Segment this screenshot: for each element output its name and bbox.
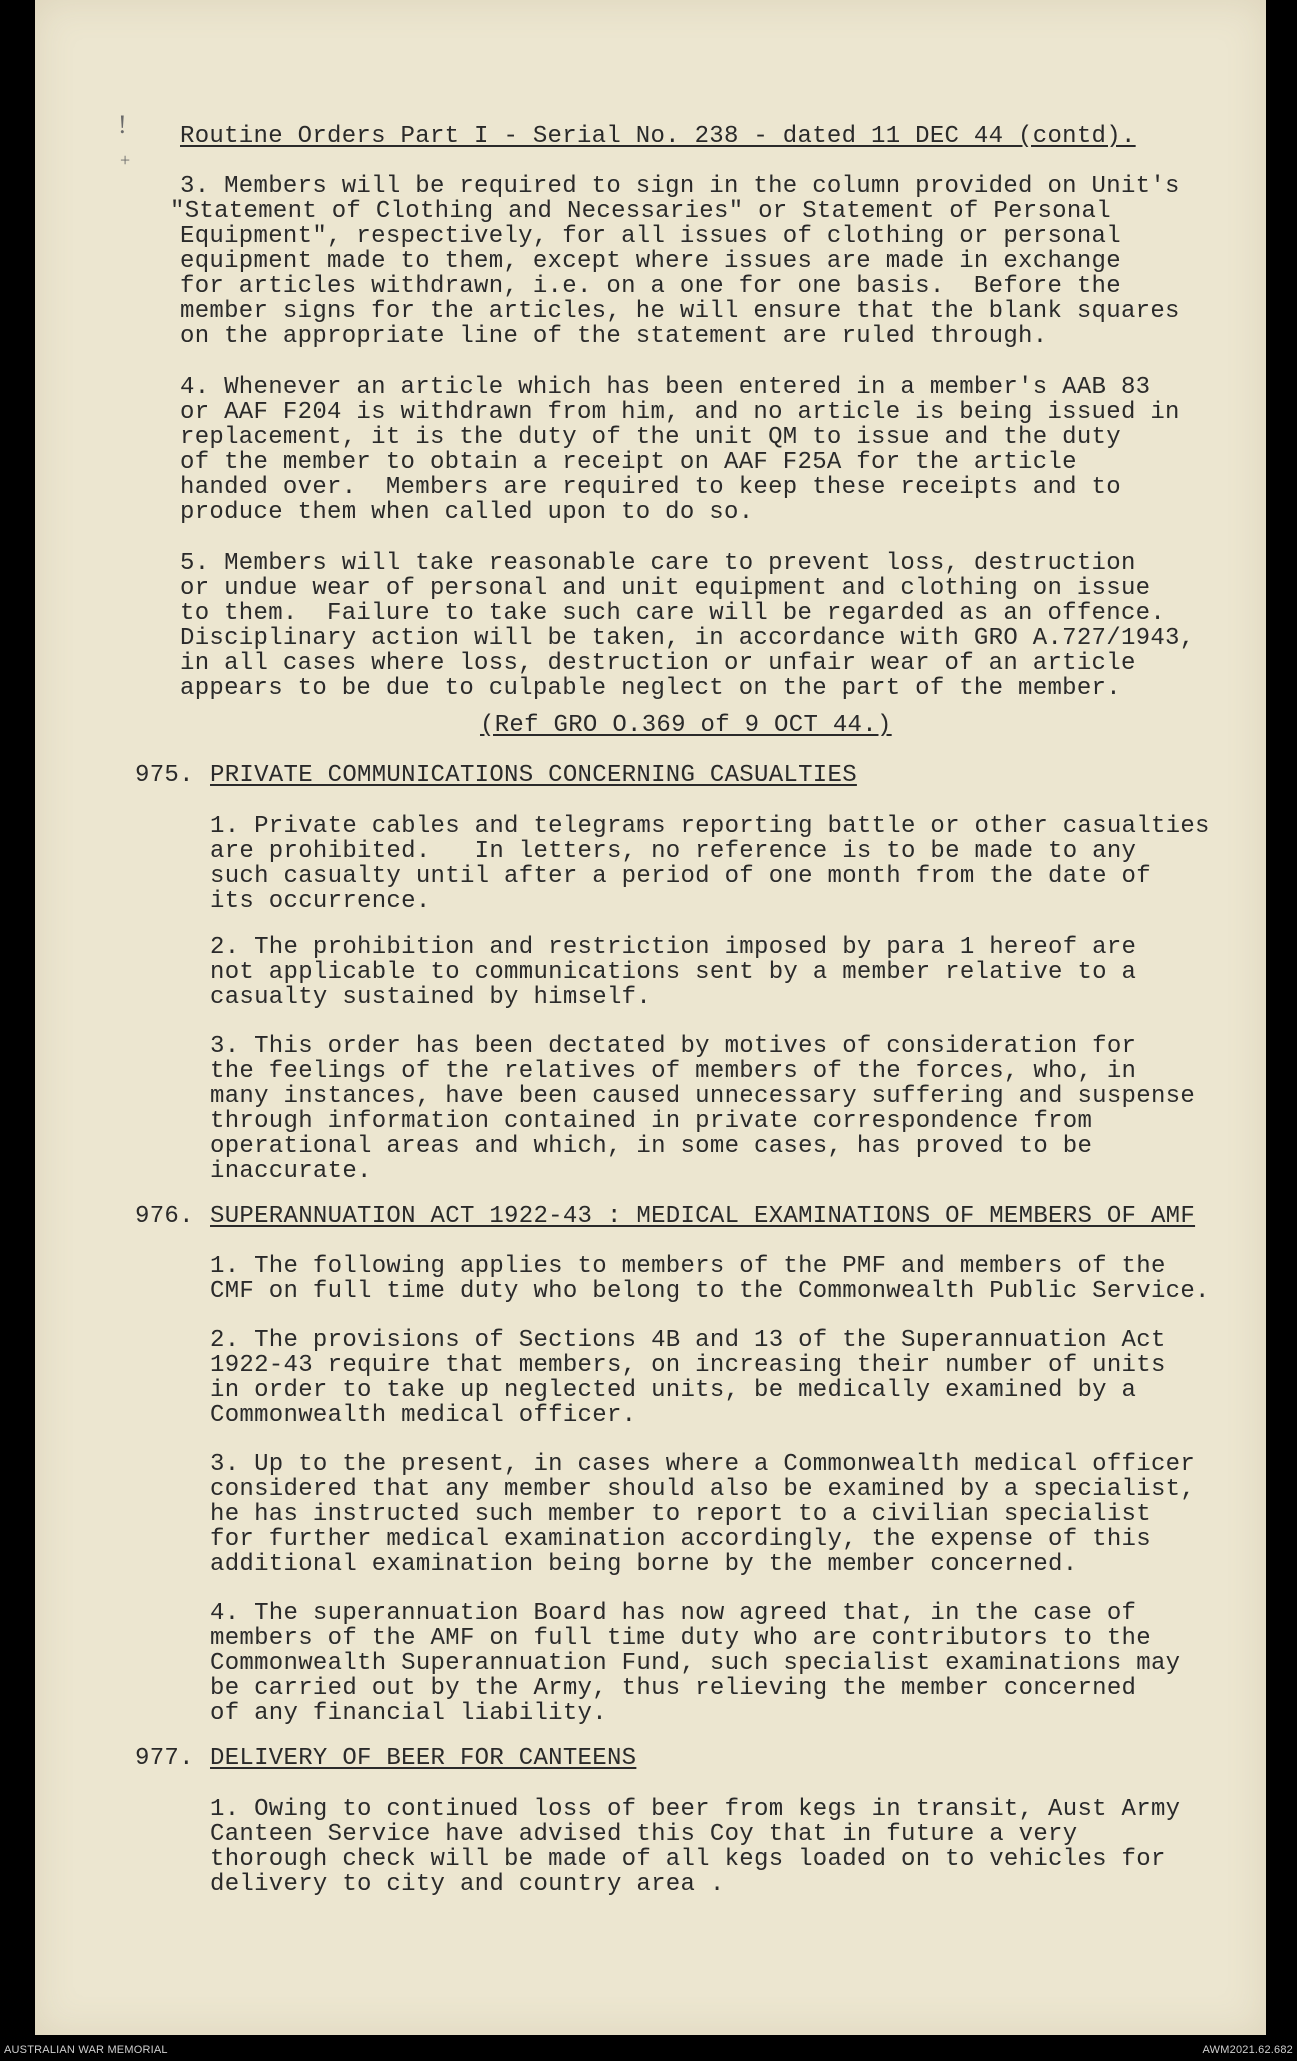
- text-line: in all cases where loss, destruction or unfair wear of an article: [180, 650, 1136, 677]
- text-line: members of the AMF on full time duty who are contributors to the: [210, 1625, 1151, 1652]
- text-line: the feelings of the relatives of members of the forces, who, in: [210, 1058, 1137, 1085]
- text-line: appears to be due to culpable neglect on the part of the member.: [180, 675, 1121, 702]
- text-line: 1. Private cables and telegrams reporting battle or other casualties: [210, 813, 1210, 840]
- text-line: 2. The prohibition and restriction imposed by para 1 hereof are: [210, 934, 1137, 961]
- page-header: Routine Orders Part I - Serial No. 238 - dated 11 DEC 44 (contd).: [180, 123, 1136, 150]
- text-line: of the member to obtain a receipt on AAF F25A for the article: [180, 449, 1077, 476]
- text-line: many instances, have been caused unnecessary suffering and suspense: [210, 1083, 1196, 1110]
- text-line: through information contained in private correspondence from: [210, 1108, 1093, 1135]
- text-line: inaccurate.: [210, 1158, 372, 1185]
- text-line: Commonwealth Superannuation Fund, such specialist examinations may: [210, 1650, 1181, 1677]
- text-line: such casualty until after a period of one month from the date of: [210, 863, 1151, 890]
- section-number: 976.: [135, 1203, 194, 1230]
- text-line: not applicable to communications sent by a member relative to a: [210, 959, 1137, 986]
- text-line: or AAF F204 is withdrawn from him, and no article is being issued in: [180, 399, 1180, 426]
- section-number: 977.: [135, 1745, 194, 1772]
- section-title: SUPERANNUATION ACT 1922-43 : MEDICAL EXAMINATIONS OF MEMBERS OF AMF: [210, 1203, 1196, 1230]
- text-line: considered that any member should also be examined by a specialist,: [210, 1476, 1196, 1503]
- text-line: produce them when called upon to do so.: [180, 499, 754, 526]
- text-line: in order to take up neglected units, be medically examined by a: [210, 1377, 1137, 1404]
- text-line: 1922-43 require that members, on increasing their number of units: [210, 1352, 1166, 1379]
- section-title: PRIVATE COMMUNICATIONS CONCERNING CASUALTIES: [210, 762, 857, 789]
- text-line: 4. Whenever an article which has been entered in a member's AAB 83: [180, 374, 1151, 401]
- text-line: Canteen Service have advised this Coy that in future a very: [210, 1821, 1078, 1848]
- text-line: are prohibited. In letters, no reference is to be made to any: [210, 838, 1137, 865]
- text-line: 3. Members will be required to sign in the column provided on Unit's: [180, 173, 1180, 200]
- reference-note: (Ref GRO O.369 of 9 OCT 44.): [480, 712, 892, 739]
- text-line: replacement, it is the duty of the unit QM to issue and the duty: [180, 424, 1121, 451]
- text-line: to them. Failure to take such care will be regarded as an offence.: [180, 600, 1166, 627]
- text-line: thorough check will be made of all kegs loaded on to vehicles for: [210, 1846, 1166, 1873]
- text-line: CMF on full time duty who belong to the Commonwealth Public Service.: [210, 1278, 1210, 1305]
- text-line: "Statement of Clothing and Necessaries" or Statement of Personal: [170, 198, 1111, 225]
- section-number: 975.: [135, 762, 194, 789]
- text-line: or undue wear of personal and unit equipment and clothing on issue: [180, 575, 1151, 602]
- text-line: 5. Members will take reasonable care to prevent loss, destruction: [180, 550, 1136, 577]
- text-line: its occurrence.: [210, 888, 431, 915]
- text-line: delivery to city and country area .: [210, 1871, 725, 1898]
- text-line: operational areas and which, in some cases, has proved to be: [210, 1133, 1093, 1160]
- text-line: on the appropriate line of the statement are ruled through.: [180, 323, 1048, 350]
- margin-mark: +: [120, 150, 131, 170]
- text-line: Commonwealth medical officer.: [210, 1402, 637, 1429]
- text-line: handed over. Members are required to keep these receipts and to: [180, 474, 1121, 501]
- text-line: 3. Up to the present, in cases where a Commonwealth medical officer: [210, 1451, 1196, 1478]
- text-line: of any financial liability.: [210, 1700, 607, 1727]
- text-line: 4. The superannuation Board has now agreed that, in the case of: [210, 1600, 1137, 1627]
- text-line: for further medical examination accordingly, the expense of this: [210, 1526, 1151, 1553]
- text-line: 1. Owing to continued loss of beer from kegs in transit, Aust Army: [210, 1796, 1181, 1823]
- section-title: DELIVERY OF BEER FOR CANTEENS: [210, 1745, 637, 1772]
- text-line: equipment made to them, except where issues are made in exchange: [180, 248, 1121, 275]
- text-line: 3. This order has been dectated by motives of consideration for: [210, 1033, 1137, 1060]
- margin-mark: !: [118, 110, 127, 139]
- text-line: he has instructed such member to report to a civilian specialist: [210, 1501, 1151, 1528]
- text-line: Equipment", respectively, for all issues of clothing or personal: [180, 223, 1121, 250]
- text-line: 2. The provisions of Sections 4B and 13 of the Superannuation Act: [210, 1327, 1166, 1354]
- text-line: casualty sustained by himself.: [210, 984, 652, 1011]
- text-line: 1. The following applies to members of the PMF and members of the: [210, 1253, 1166, 1280]
- text-line: be carried out by the Army, thus relieving the member concerned: [210, 1675, 1137, 1702]
- text-line: member signs for the articles, he will ensure that the blank squares: [180, 298, 1180, 325]
- text-line: Disciplinary action will be taken, in accordance with GRO A.727/1943,: [180, 625, 1195, 652]
- text-line: additional examination being borne by the member concerned.: [210, 1551, 1078, 1578]
- footer-accession-number: AWM2021.62.682: [1202, 2044, 1293, 2056]
- text-line: for articles withdrawn, i.e. on a one for one basis. Before the: [180, 273, 1121, 300]
- footer-credit: AUSTRALIAN WAR MEMORIAL: [4, 2044, 168, 2056]
